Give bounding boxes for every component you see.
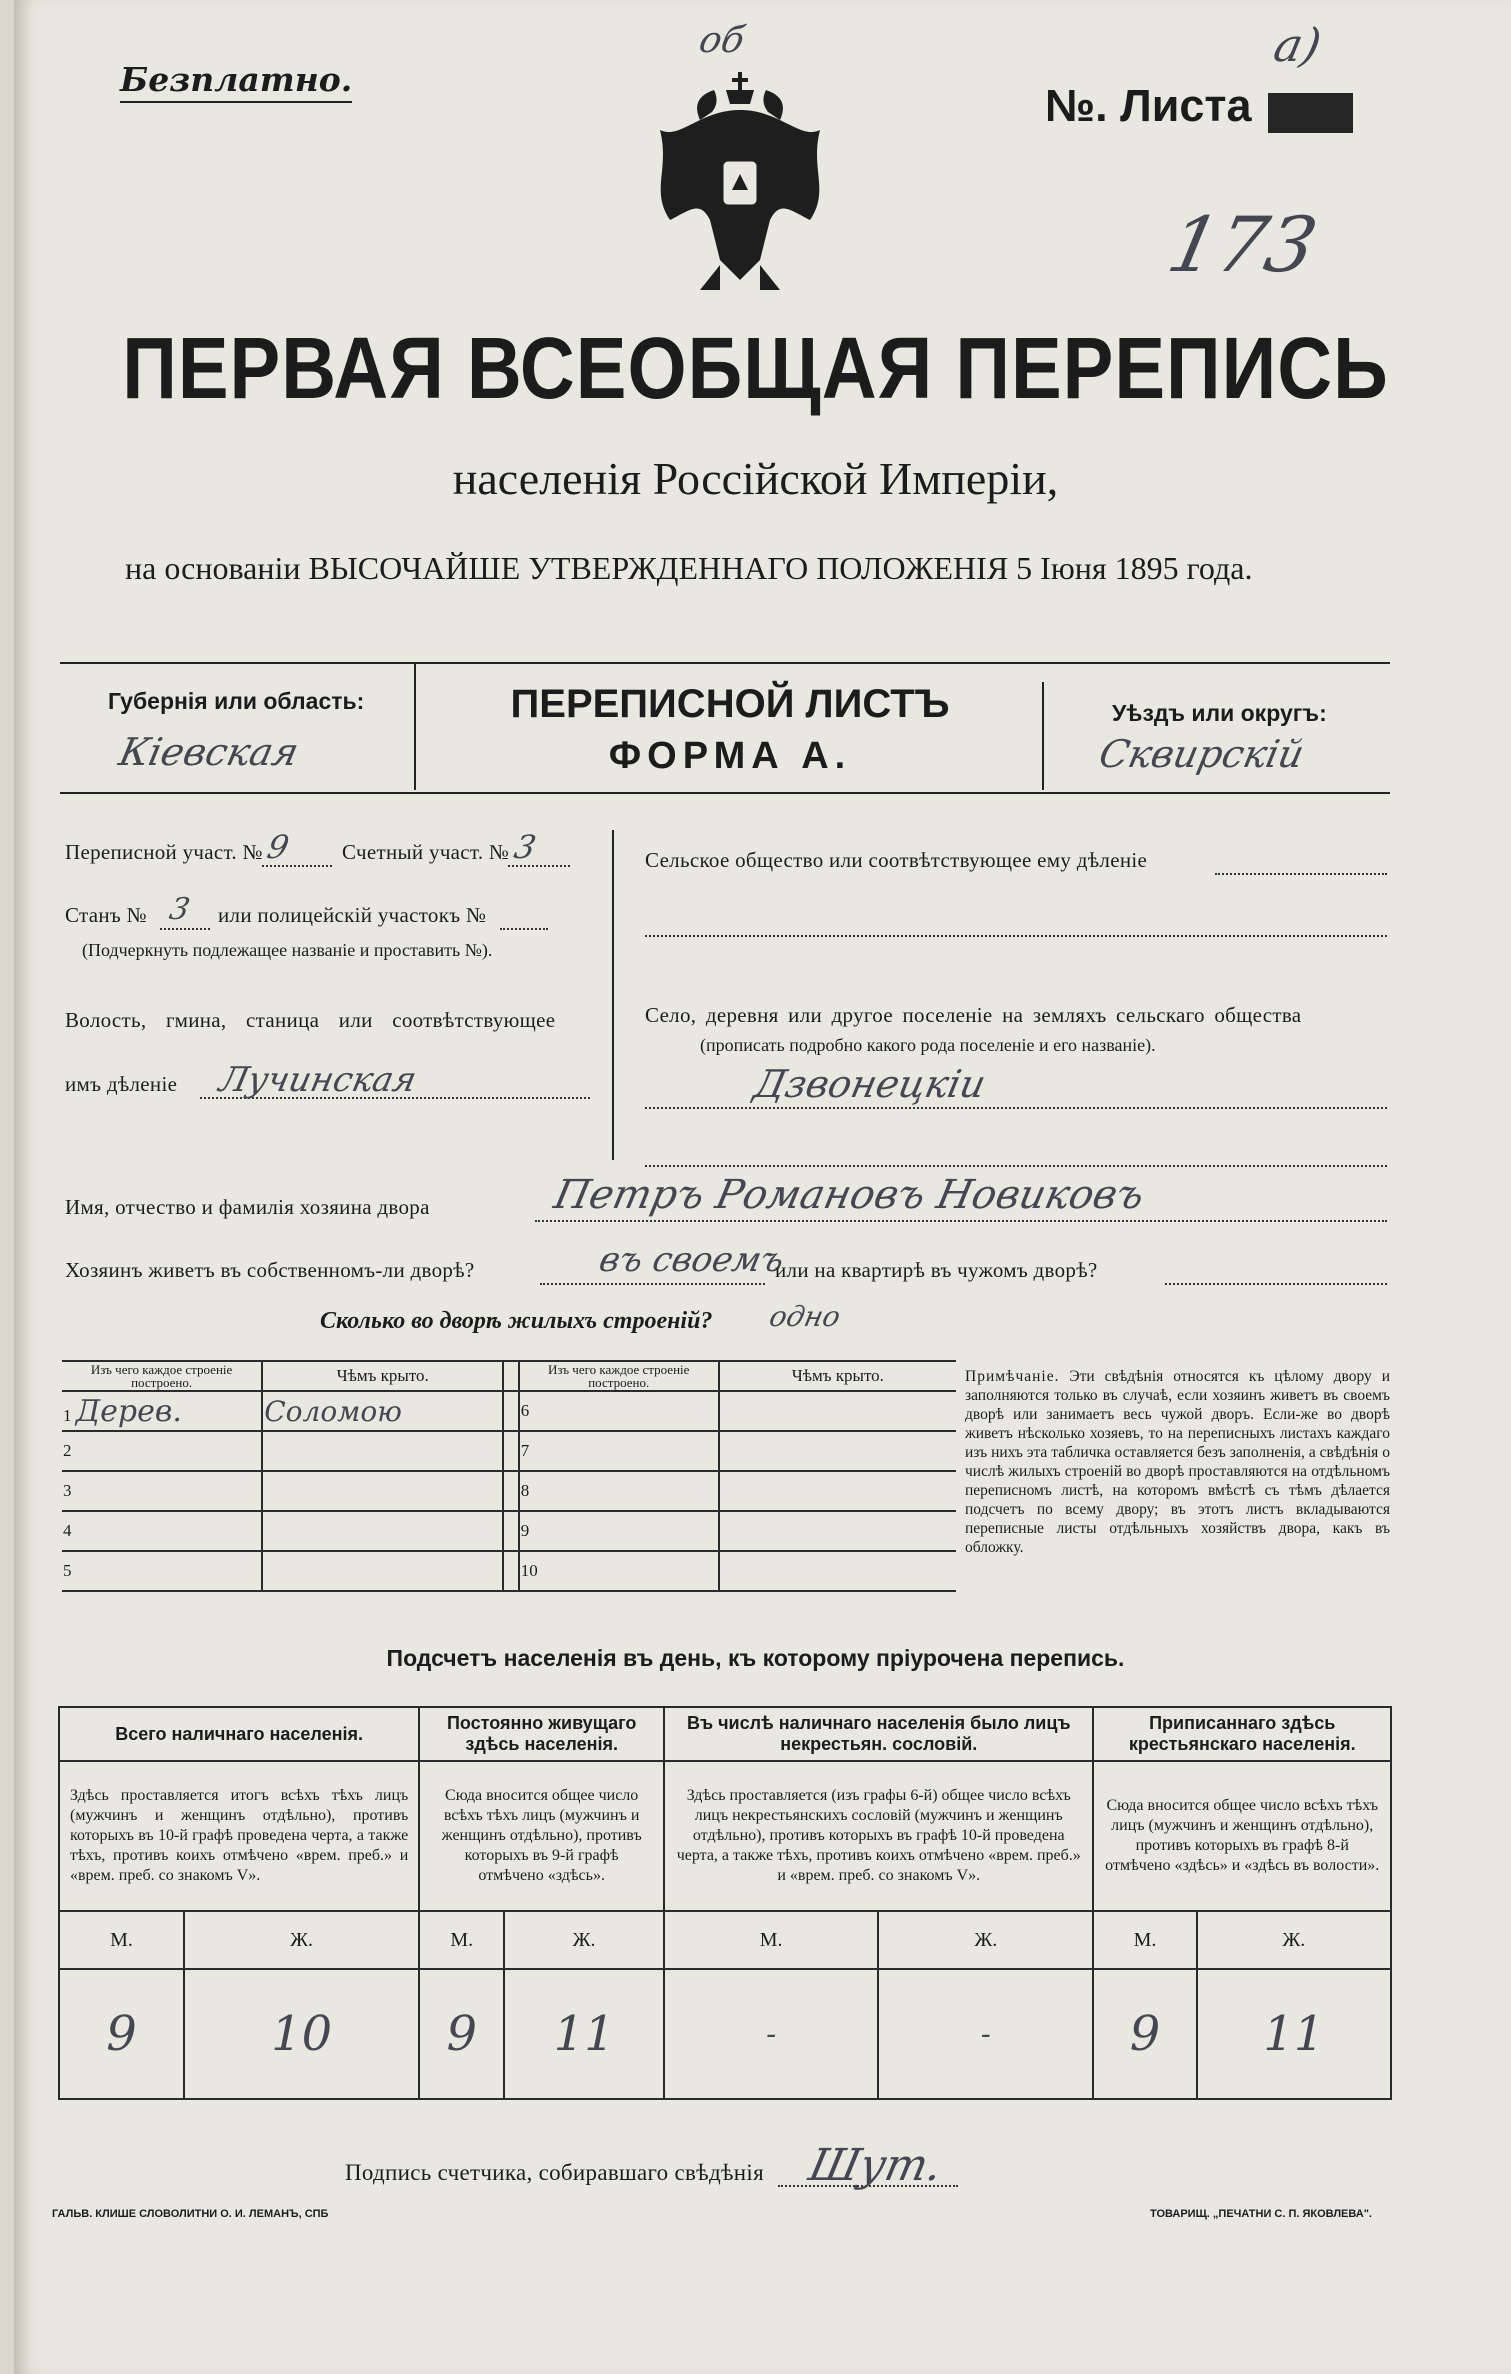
row-number: 4 (63, 1521, 72, 1540)
col-material-header: Изъ чего каждое строеніе построено. (62, 1361, 262, 1391)
owner-lives-label: Хозяинъ живетъ въ собственномъ-ли дворѣ? (65, 1258, 475, 1282)
row-number: 8 (520, 1481, 530, 1500)
count-col-desc: Здѣсь проставляется итогъ всѣхъ тѣхъ лицъ (мужчинъ и женщинъ отдѣльно), противъ которыхъ въ 10-й графѣ проведена черта, а также тѣхъ, противъ коихъ отмѣчено «врем. преб.» и «врем. преб. со знакомъ V». (59, 1761, 419, 1911)
row-number: 10 (520, 1561, 538, 1580)
count-value-f: 11 (1263, 2006, 1325, 2062)
buildings-label: Сколько во дворѣ жилыхъ строеній? (320, 1308, 713, 1334)
note-text: Эти свѣдѣнія относятся къ цѣлому двору и заполняются только въ случаѣ, если хозяинъ живетъ въ своемъ дворѣ или занимаетъ весь чужой дворъ. Если-же во дворѣ живетъ нѣсколько хозяевъ, то на переписныхъ листахъ каждаго изъ нихъ эта табличка оставляется безъ заполненія, а свѣдѣнія о числѣ жилыхъ строеній во дворѣ проставляются на отдѣльномъ переписномъ листѣ, на которомъ вмѣстѣ съ тѣмъ дѣлается подсчетъ по всему двору; въ этотъ листъ вкладываются переписные листы отдѣльныхъ хозяйствъ двора, какъ въ обложку. (965, 1368, 1391, 1556)
count-value-m: 9 (106, 2006, 137, 2062)
female-header: Ж. (504, 1911, 664, 1969)
female-header: Ж. (184, 1911, 419, 1969)
row-number: 9 (520, 1521, 530, 1540)
count-col-title: Всего наличнаго населенія. (59, 1707, 419, 1761)
row-roof: Соломою (264, 1394, 402, 1428)
volost-label: Волость, гмина, станица или соотвѣтствующее (65, 1008, 556, 1032)
count-col-title: Постоянно живущаго здѣсь населенія. (419, 1707, 664, 1761)
count-table (58, 1706, 1392, 2100)
society-label: Сельское общество или соотвѣтствующее ему дѣленіе (645, 848, 1148, 872)
printer-right: ТОВАРИЩ. „ПЕЧАТНИ С. П. ЯКОВЛЕВА". (1150, 2208, 1372, 2220)
village-value: Дзвонецкіи (750, 1062, 990, 1106)
count-heading: Подсчетъ населенія въ день, къ которому пріурочена перепись. (386, 1645, 1125, 1671)
female-header: Ж. (878, 1911, 1093, 1969)
col-roof-header: Чѣмъ крыто. (262, 1361, 503, 1391)
corner-mark-a: об (695, 20, 749, 61)
village-line-2 (645, 1165, 1387, 1167)
village-note: (прописать подробно какого рода поселеніе и его названіе). (700, 1035, 1156, 1055)
division-value: Лучинская (215, 1060, 420, 1100)
owner-lives-line (540, 1283, 765, 1285)
society-line-2 (645, 935, 1387, 937)
row-number: 6 (520, 1401, 530, 1420)
table-row (62, 1471, 262, 1511)
count-value-f: - (980, 2016, 991, 2052)
row-number: 1 (63, 1405, 72, 1425)
table-row (62, 1391, 262, 1431)
sheet-number-label: №. Листа (1045, 80, 1252, 131)
stan-value: 3 (166, 892, 193, 927)
province-value: Кіевская (115, 730, 303, 774)
stan-line (160, 928, 210, 930)
owner-lives-value: въ своемъ (595, 1240, 788, 1280)
police-line (500, 928, 548, 930)
printer-left: ГАЛЬВ. КЛИШЕ СЛОВОЛИТНИ О. И. ЛЕМАНЪ, СПБ (52, 2208, 329, 2220)
buildings-note (965, 1367, 1390, 1557)
instruction-note: (Подчеркнуть подлежащее названіе и проставить №). (82, 940, 493, 960)
owner-name-value: Петръ Романовъ Новиковъ (550, 1172, 1149, 1218)
page-title: ПЕРВАЯ ВСЕОБЩАЯ ПЕРЕПИСЬ (122, 319, 1389, 418)
count-area-label: Счетный участ. № (342, 840, 510, 864)
table-row (62, 1551, 262, 1591)
form-title: ПЕРЕПИСНОЙ ЛИСТЪ (510, 682, 950, 726)
count-col-title: Приписаннаго здѣсь крестьянскаго населенія. (1093, 1707, 1391, 1761)
free-label: Безплатно. (120, 60, 352, 103)
district-label: Уѣздъ или округъ: (1112, 700, 1327, 726)
village-line-1 (645, 1107, 1387, 1109)
owner-lives-line-2 (1165, 1283, 1387, 1285)
handwritten-sheet-number: 173 (1160, 200, 1325, 289)
signature-value: Шут. (804, 2140, 947, 2191)
sheet-number-box (1268, 93, 1353, 133)
owner-name-line (535, 1220, 1387, 1222)
count-area-value: 3 (510, 828, 540, 866)
buildings-table (62, 1360, 956, 1592)
male-header: М. (1093, 1911, 1196, 1969)
form-subtitle: ФОРМА А. (608, 735, 852, 777)
male-header: М. (664, 1911, 878, 1969)
count-col-desc: Сюда вносится общее число всѣхъ тѣхъ лицъ (мужчинъ и женщинъ отдѣльно), противъ которыхъ въ графѣ 8-й отмѣчено «здѣсь» и «здѣсь въ волости». (1093, 1761, 1391, 1911)
count-value-f: 11 (553, 2006, 615, 2062)
district-value: Сквирскій (1095, 732, 1308, 776)
row-number: 2 (63, 1441, 72, 1460)
table-row (62, 1511, 262, 1551)
society-line-1 (1215, 873, 1387, 875)
census-area-label: Переписной участ. № (65, 840, 263, 864)
table-row (62, 1431, 262, 1471)
census-area-value: 9 (263, 828, 293, 866)
row-material: Дерев. (75, 1393, 182, 1429)
count-value-m: 9 (446, 2006, 477, 2062)
count-col-title: Въ числѣ наличнаго населенія было лицъ некрестьян. сословій. (664, 1707, 1093, 1761)
male-header: М. (419, 1911, 504, 1969)
corner-mark-b: а) (1269, 18, 1327, 72)
owner-lives-label-2: или на квартирѣ въ чужомъ дворѣ? (775, 1258, 1098, 1282)
count-value-f: 10 (271, 2006, 333, 2062)
owner-name-label: Имя, отчество и фамилія хозяина двора (65, 1195, 430, 1219)
col-material-header-2: Изъ чего каждое строеніе построено. (519, 1361, 719, 1391)
section-divider (612, 830, 614, 1160)
police-label: или полицейскій участокъ № (218, 903, 487, 927)
count-value-m: - (766, 2016, 777, 2052)
note-head: Примѣчаніе. (965, 1368, 1060, 1385)
count-col-desc: Здѣсь проставляется (изъ графы 6-й) общее число всѣхъ лицъ некрестьянскихъ сословій (мужчинъ и женщинъ отдѣльно), противъ которыхъ въ графѣ 10-й проведена черта, а также тѣхъ, противъ коихъ отмѣчено «врем. преб.» и «врем. преб. со знакомъ V». (664, 1761, 1093, 1911)
col-roof-header-2: Чѣмъ крыто. (719, 1361, 956, 1391)
village-label: Село, деревня или другое поселеніе на земляхъ сельскаго общества (645, 1003, 1302, 1027)
legal-basis: на основаніи ВЫСОЧАЙШЕ УТВЕРЖДЕННАГО ПОЛОЖЕНІЯ 5 Іюня 1895 года. (125, 550, 1253, 586)
female-header: Ж. (1197, 1911, 1391, 1969)
row-number: 5 (63, 1561, 72, 1580)
count-col-desc: Сюда вносится общее число всѣхъ тѣхъ лицъ (мужчинъ и женщинъ отдѣльно), противъ которыхъ въ 9-й графѣ отмѣчено «здѣсь». (419, 1761, 664, 1911)
imperial-eagle-icon (640, 70, 840, 305)
male-header: М. (59, 1911, 184, 1969)
division-label: имъ дѣленіе (65, 1072, 178, 1096)
row-number: 7 (520, 1441, 530, 1460)
page-subtitle: населенія Россійской Имперіи, (452, 453, 1059, 504)
count-value-m: 9 (1129, 2006, 1161, 2062)
buildings-value: одно (766, 1300, 844, 1333)
stan-label: Станъ № (65, 903, 147, 927)
row-number: 3 (63, 1481, 72, 1500)
province-label: Губернія или область: (108, 688, 365, 714)
signature-label: Подпись счетчика, собиравшаго свѣдѣнія (345, 2160, 764, 2185)
